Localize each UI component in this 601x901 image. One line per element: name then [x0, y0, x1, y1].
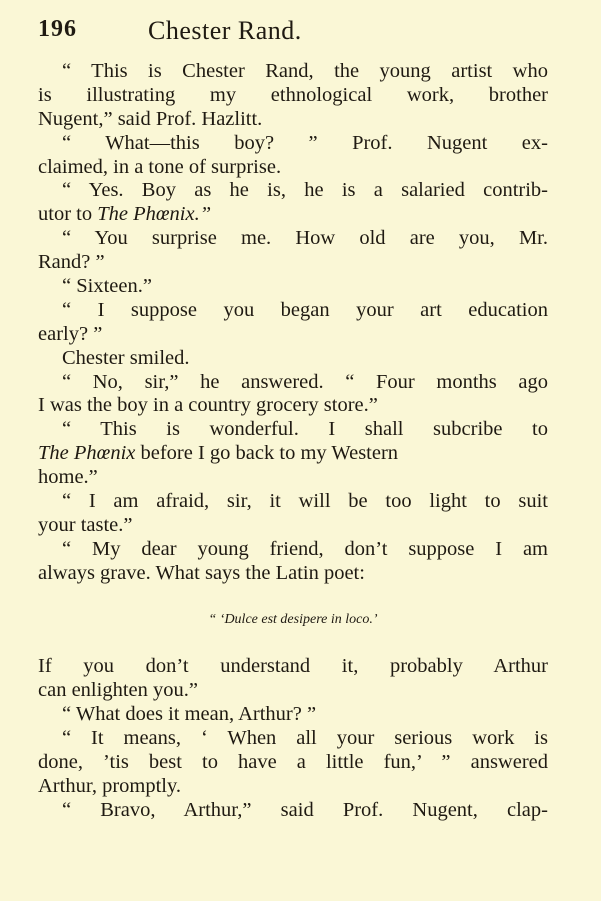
text-line — [38, 442, 548, 466]
text-line: “ Sixteen.” — [62, 275, 152, 298]
text-line: “ My dear young friend, don’t suppose I am — [62, 537, 548, 560]
text-line: “ Yes. Boy as he is, he is a salaried contrib- — [62, 179, 548, 202]
text-line: “ What does it mean, Arthur? ” — [62, 703, 317, 726]
body-text — [38, 60, 548, 823]
text-line: “ No, sir,” he answered. “ Four months ago — [62, 370, 548, 393]
text-line: “ You surprise me. How old are you, Mr. — [62, 227, 548, 250]
running-title: Chester Rand. — [148, 16, 302, 45]
page-number: 196 — [38, 16, 77, 42]
text-line: “ It means, ‘ When all your serious work is — [62, 727, 548, 750]
page-header — [38, 16, 558, 46]
text-line: “ I am afraid, sir, it will be too light to suit — [62, 490, 548, 513]
text-line: Nugent,” said Prof. Hazlitt. — [38, 107, 263, 130]
magazine-title: The Phœnix.” — [97, 203, 212, 226]
text-line: “ I suppose you began your art education — [62, 298, 548, 321]
text-line: “ Bravo, Arthur,” said Prof. Nugent, clap- — [62, 798, 548, 821]
text-line: always grave. What says the Latin poet: — [38, 561, 365, 584]
text-line: Chester smiled. — [62, 346, 190, 369]
text-line: is illustrating my ethnological work, brother — [38, 83, 548, 106]
text-line: claimed, in a tone of surprise. — [38, 155, 282, 178]
text-span: utor to — [38, 203, 98, 226]
text-span: before I go back to my Western — [135, 442, 399, 465]
text-line: “ This is Chester Rand, the young artist who — [62, 60, 548, 82]
latin-quotation: “ ‘Dulce est desipere in loco.’ — [208, 611, 378, 627]
text-line: Arthur, promptly. — [38, 774, 182, 797]
text-line: your taste.” — [38, 513, 133, 536]
magazine-title: The Phœnix — [38, 442, 136, 465]
text-line: I was the boy in a country grocery store.” — [38, 394, 378, 417]
text-line: can enlighten you.” — [38, 679, 198, 702]
text-line: done, ’tis best to have a little fun,’ ” answered — [38, 751, 548, 774]
text-line: early? ” — [38, 322, 103, 345]
text-line: “ This is wonderful. I shall subcribe to — [62, 418, 548, 441]
text-line: “ What—this boy? ” Prof. Nugent ex- — [62, 131, 548, 154]
text-line — [38, 203, 548, 227]
text-line: Rand? ” — [38, 251, 105, 274]
text-line: home.” — [38, 466, 98, 489]
text-line: If you don’t understand it, probably Arthur — [38, 655, 548, 678]
